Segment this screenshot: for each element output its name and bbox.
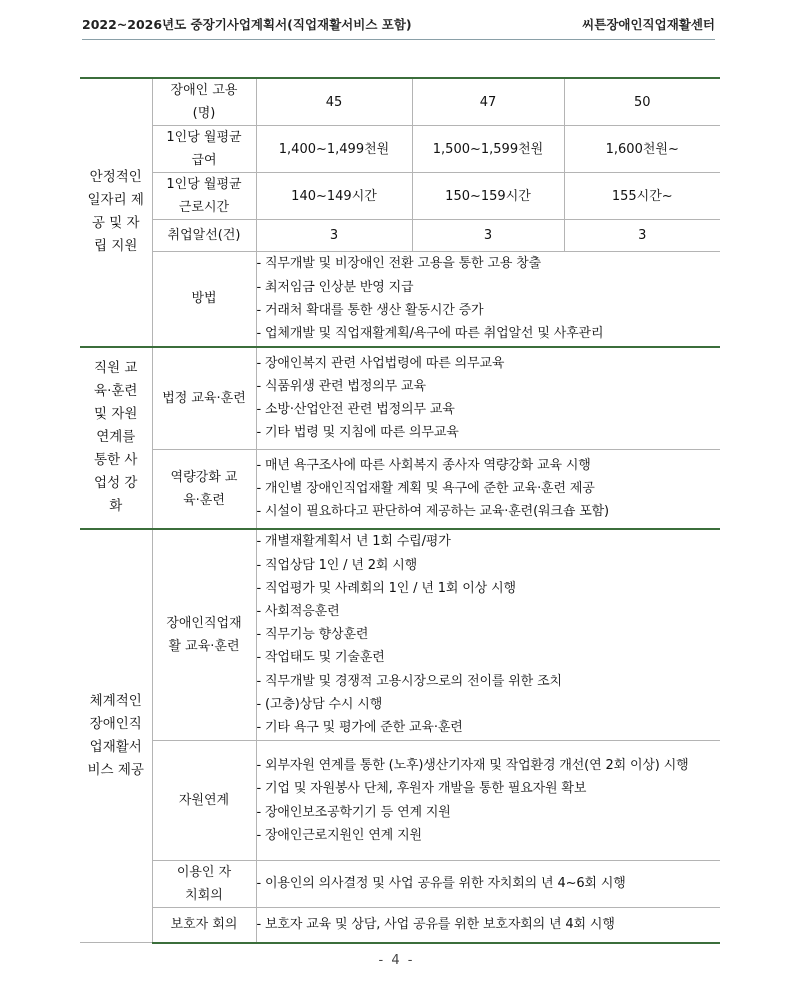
row-label-employment: 장애인 고용(명): [152, 78, 256, 126]
list-item: - 개인별 장애인직업재활 계획 및 욕구에 준한 교육·훈련 제공: [256, 481, 595, 497]
table-row: [80, 126, 720, 173]
row-label-rehab-training: 장애인직업재활 교육·훈련: [152, 529, 256, 741]
list-item: - 직무개발 및 비장애인 전환 고용을 통한 고용 창출: [256, 256, 542, 272]
table-cell: 1,500~1,599천원: [412, 126, 564, 173]
table-row: [80, 450, 720, 529]
list-item: - 개별재활계획서 년 1회 수립/평가: [256, 534, 451, 550]
table-row: [80, 78, 720, 126]
capacity-training-list: [256, 450, 720, 529]
list-item: - 매년 욕구조사에 따른 사회복지 종사자 역량강화 교육 시행: [256, 457, 591, 473]
list-item: - 장애인근로지원인 연계 지원: [256, 827, 422, 843]
page-header: [0, 0, 793, 50]
list-item: - 보호자 교육 및 상담, 사업 공유를 위한 보호자회의 년 4회 시행: [256, 917, 615, 933]
table-cell: 1,600천원~: [564, 126, 720, 173]
table-row: [80, 220, 720, 252]
document-title: 2022~2026년도 중장기사업계획서(직업재활서비스 포함): [82, 17, 412, 32]
row-label-legal-training: 법정 교육·훈련: [152, 347, 256, 450]
table-row: [80, 908, 720, 943]
list-item: - 장애인복지 관련 사업법령에 따른 의무교육: [256, 355, 505, 371]
list-item: - 작업태도 및 기술훈련: [256, 650, 385, 666]
row-label-hours: 1인당 월평균 근로시간: [152, 173, 256, 220]
list-item: - 시설이 필요하다고 판단하여 제공하는 교육·훈련(워크숍 포함): [256, 504, 609, 520]
table-cell: 50: [564, 78, 720, 126]
table-cell: 150~159시간: [412, 173, 564, 220]
row-label-salary: 1인당 월평균 급여: [152, 126, 256, 173]
table-row: [80, 529, 720, 741]
list-item: - 거래처 확대를 통한 생산 활동시간 증가: [256, 302, 484, 318]
table-cell: 3: [564, 220, 720, 252]
plan-table: [80, 77, 720, 944]
row-label-method: 방법: [152, 252, 256, 347]
page-number: - 4 -: [378, 953, 415, 968]
table-row: [80, 252, 720, 347]
list-item: - 기타 욕구 및 평가에 준한 교육·훈련: [256, 719, 463, 735]
list-item: - (고충)상담 수시 시행: [256, 696, 383, 712]
table-cell: 3: [412, 220, 564, 252]
list-item: - 이용인의 의사결정 및 사업 공유를 위한 자치회의 년 4~6회 시행: [256, 876, 626, 892]
list-item: - 소방·산업안전 관련 법정의무 교육: [256, 402, 455, 418]
rehab-training-list: [256, 529, 720, 741]
resource-linkage-list: [256, 741, 720, 861]
table-cell: 140~149시간: [256, 173, 412, 220]
list-item: - 최저임금 인상분 반영 지급: [256, 279, 414, 295]
organization-name: 씨튼장애인직업재활센터: [582, 17, 715, 32]
table-row: [80, 347, 720, 450]
row-label-capacity-training: 역량강화 교육·훈련: [152, 450, 256, 529]
section-title-employment: 안정적인 일자리 제공 및 자립 지원: [80, 78, 152, 347]
row-label-user-council: 이용인 자치회의: [152, 861, 256, 908]
user-council-list: [256, 861, 720, 908]
list-item: - 외부자원 연계를 통한 (노후)생산기자재 및 작업환경 개선(연 2회 이상) 시행: [256, 758, 689, 774]
table-cell: 155시간~: [564, 173, 720, 220]
list-item: - 기업 및 자원봉사 단체, 후원자 개발을 통한 필요자원 확보: [256, 781, 587, 797]
list-item: - 직업상담 1인 / 년 2회 시행: [256, 557, 418, 573]
table-cell: 45: [256, 78, 412, 126]
list-item: - 업체개발 및 직업재활계획/욕구에 따른 취업알선 및 사후관리: [256, 325, 604, 341]
table-cell: 1,400~1,499천원: [256, 126, 412, 173]
row-label-guardian-meeting: 보호자 회의: [152, 908, 256, 943]
table-row: [80, 173, 720, 220]
method-list: [256, 252, 720, 347]
guardian-meeting-list: [256, 908, 720, 943]
header-divider: [82, 39, 715, 40]
table-cell: 47: [412, 78, 564, 126]
list-item: - 식품위생 관련 법정의무 교육: [256, 379, 426, 395]
list-item: - 직무개발 및 경쟁적 고용시장으로의 전이를 위한 조치: [256, 673, 562, 689]
list-item: - 장애인보조공학기기 등 연계 지원: [256, 804, 451, 820]
list-item: - 기타 법령 및 지침에 따른 의무교육: [256, 425, 459, 441]
row-label-resource-linkage: 자원연계: [152, 741, 256, 861]
table-row: [80, 861, 720, 908]
table-cell: 3: [256, 220, 412, 252]
list-item: - 사회적응훈련: [256, 603, 340, 619]
table-row: [80, 741, 720, 861]
row-label-placement: 취업알선(건): [152, 220, 256, 252]
list-item: - 직무기능 향상훈련: [256, 627, 369, 643]
legal-training-list: [256, 347, 720, 450]
section-title-rehab-service: 체계적인 장애인직업재활서비스 제공: [80, 529, 152, 943]
section-title-staff-training: 직원 교육·훈련 및 자원연계를 통한 사업성 강화: [80, 347, 152, 529]
list-item: - 직업평가 및 사례회의 1인 / 년 1회 이상 시행: [256, 580, 516, 596]
